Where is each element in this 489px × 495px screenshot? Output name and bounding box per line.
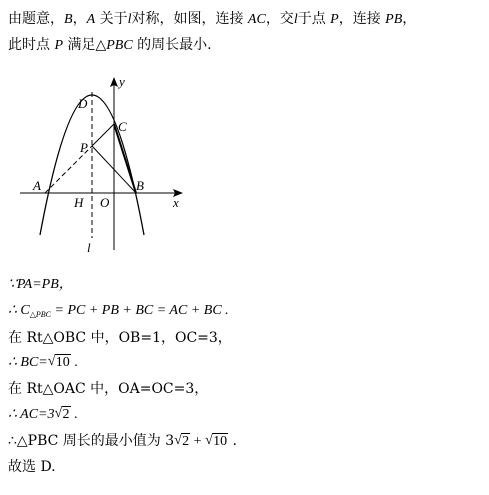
solution-line-6: [8, 406, 78, 424]
intro-text: ，: [72, 11, 87, 27]
solution-line-7: [8, 432, 237, 451]
sqrt-2: √ 2: [54, 406, 70, 422]
plus-sign: +: [190, 434, 206, 449]
label-D: D: [78, 96, 88, 111]
sqrt-10: √ 10: [205, 433, 228, 449]
point-P-label: P: [330, 12, 339, 27]
sqrt-10: √ 10: [47, 354, 70, 370]
intro-text: ，连接: [338, 11, 386, 27]
label-x: x: [173, 195, 179, 210]
line-l-label: l: [127, 12, 132, 27]
min-perimeter-text: ∴△PBC 周长的最小值为 3: [8, 433, 175, 449]
solution-line-8: 故选 D.: [8, 459, 56, 475]
label-B: B: [136, 178, 144, 193]
label-P: P: [80, 140, 88, 155]
point-A-label: A: [86, 12, 96, 27]
perimeter-symbol: ∴ C: [8, 303, 30, 318]
solution-line-2: [8, 302, 229, 324]
segment-PB-label: PB: [385, 12, 403, 27]
intro-text: 于点: [297, 11, 331, 27]
segment-AC-label: AC: [247, 12, 266, 27]
solution-line-3: 在 Rt△OBC 中，OB=1，OC=3，: [8, 330, 232, 346]
bc-equation: ∴ BC=: [8, 355, 48, 370]
perimeter-equation: = PC + PB + BC = AC + BC .: [51, 303, 229, 318]
intro-text: 的周长最小.: [132, 37, 212, 53]
intro-text: ，: [402, 11, 417, 27]
triangle-PBC-label: PBC: [106, 38, 133, 53]
intro-text: 对称，如图，连接: [131, 11, 248, 27]
label-A: A: [33, 178, 41, 193]
intro-text: 满足△: [63, 37, 107, 53]
label-y: y: [119, 74, 125, 89]
intro-text: ，交: [265, 11, 294, 27]
perimeter-subscript: △PBC: [29, 310, 52, 319]
intro-text: 关于: [95, 11, 128, 27]
intro-text: 此时点: [8, 37, 55, 53]
segment-PC: [92, 124, 114, 146]
radicand: 2: [62, 407, 70, 422]
period: .: [228, 433, 237, 449]
label-H: H: [74, 195, 84, 210]
period: .: [70, 407, 78, 422]
sqrt-2: √ 2: [174, 433, 190, 449]
solution-line-4: [8, 354, 78, 372]
solution-line-5: 在 Rt△OAC 中，OA=OC=3，: [8, 381, 209, 397]
ac-equation: ∴ AC=3: [8, 407, 55, 422]
solution-line-1: ∵PA=PB，: [8, 277, 73, 292]
label-O: O: [100, 195, 110, 210]
point-P-label: P: [54, 38, 64, 53]
radicand: 2: [182, 434, 190, 449]
label-C: C: [118, 119, 127, 134]
label-l: l: [87, 240, 91, 255]
line-l-label: l: [293, 12, 298, 27]
radicand: 10: [55, 355, 70, 370]
intro-text: 由题意，: [8, 11, 64, 27]
segment-BC: [114, 124, 136, 193]
radicand: 10: [213, 434, 228, 449]
point-B-label: B: [64, 12, 73, 27]
period: .: [70, 355, 78, 370]
